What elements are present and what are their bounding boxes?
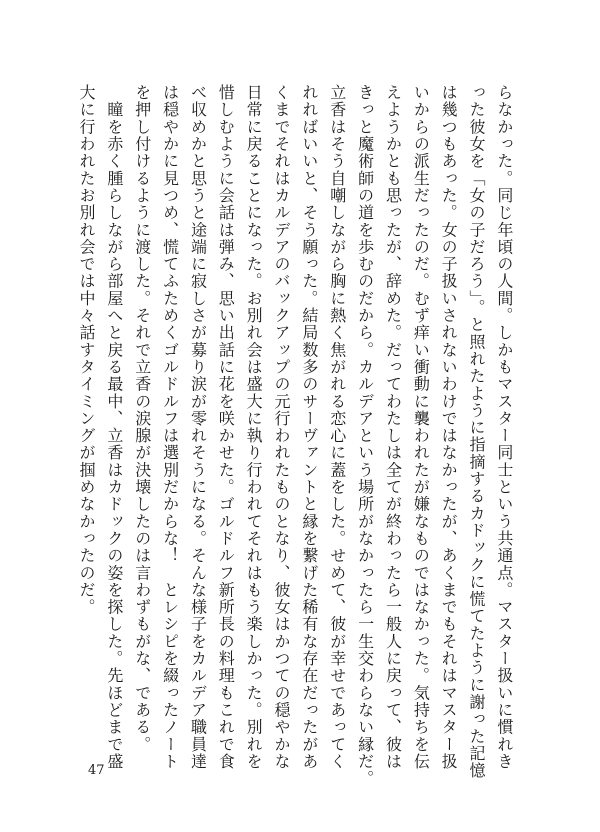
text-line: を押し付けるように渡した。それで立香の涙腺が決壊したのは言わずもがな、である。 bbox=[132, 84, 152, 753]
text-line: きっと魔術師の道を歩むのだから。カルデアという場所がなかったら一生交わらない縁だ。 bbox=[355, 84, 375, 788]
text-line: は幾つもあった。女の子扱いされないわけではなかったが、あくまでもそれはマスター扱 bbox=[439, 84, 459, 770]
text-line: べ収めかと思うと途端に寂しさが募り涙が零れそうになる。そんな様子をカルデア職員達 bbox=[188, 84, 208, 770]
text-line: いからの派生だったのだ。むず痒い衝動に襲われたが嫌なものではなかった。気持ちを伝 bbox=[411, 84, 431, 770]
text-line: らなかった。同じ年頃の人間。しかもマスター同士という共通点。マスター扱いに慣れき bbox=[494, 84, 514, 770]
text-line: えようかとも思ったが、辞めた。だってわたしは全てが終わったら一般人に戻って、彼は bbox=[383, 84, 403, 770]
text-line: 日常に戻ることになった。お別れ会は盛大に執り行われてそれはもう楽しかった。別れを bbox=[244, 84, 264, 770]
text-line: れればいいと、そう願った。結局数多のサーヴァントと縁を繋げた稀有な存在だったがあ bbox=[299, 84, 319, 770]
page-number: 47 bbox=[88, 763, 105, 778]
text-line: った彼女を「女の子だろう」。と照れたように指摘するカドックに慌てたように謝った記憶 bbox=[467, 84, 487, 780]
text-line: くまでそれはカルデアのバックアップの元行われたものとなり、彼女はかつての穏やかな bbox=[272, 84, 292, 770]
text-line: は穏やかに見つめ、慌てふためくゴルドルフは選別だからな！ とレシピを綴ったノート bbox=[160, 84, 180, 770]
text-line: 瞳を赤く腫らしながら部屋へと戻る最中、立香はカドックの姿を探した。先ほどまで盛 bbox=[104, 84, 124, 770]
text-line: 立香はそう自嘲しながら胸に熱く焦がれる恋心に蓋をした。せめて、彼が幸せであってく bbox=[327, 84, 347, 770]
text-line: 惜しむように会話は弾み、思い出話に花を咲かせた。ゴルドルフ新所長の料理もこれで食 bbox=[216, 84, 236, 770]
text-line: 大に行われたお別れ会では中々話すタイミングが掴めなかったのだ。 bbox=[77, 84, 96, 616]
